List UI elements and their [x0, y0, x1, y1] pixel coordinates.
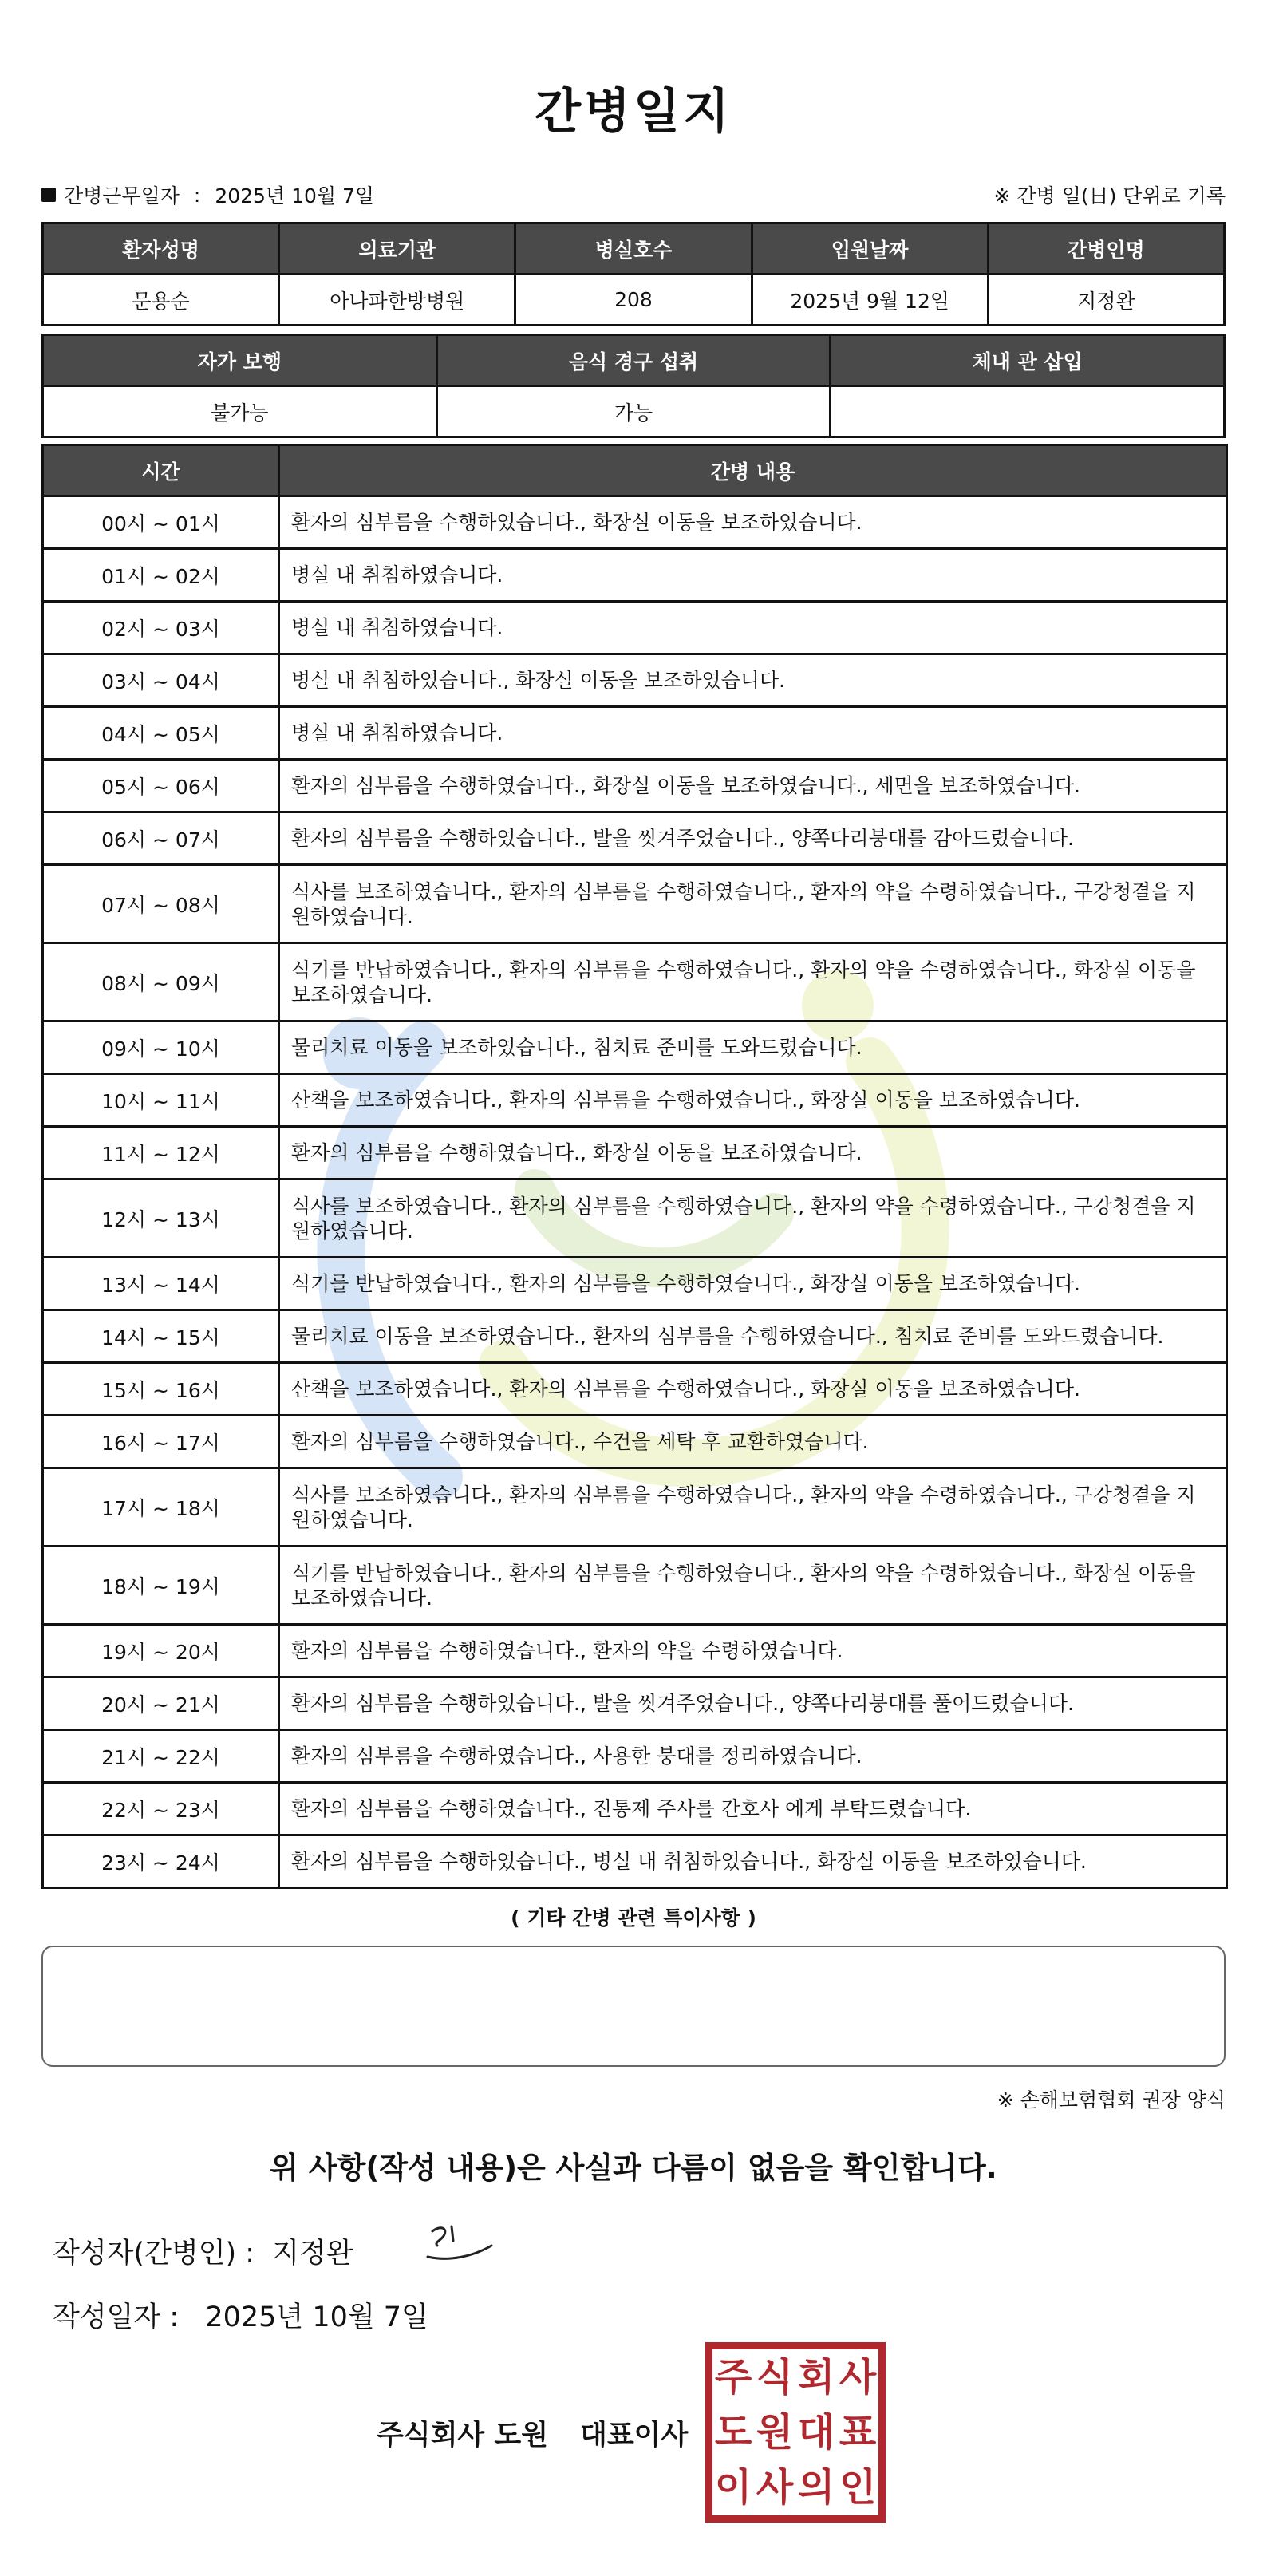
- care-log-content: 환자의 심부름을 수행하였습니다., 사용한 붕대를 정리하였습니다.: [279, 1730, 1227, 1783]
- care-log-time: 09시 ~ 10시: [43, 1021, 279, 1074]
- write-date-label: 작성일자 :: [53, 2301, 180, 2333]
- care-log-row: [43, 1258, 1227, 1310]
- unit-note: ※ 간병 일(日) 단위로 기록: [993, 184, 1226, 207]
- care-log-time: 15시 ~ 16시: [43, 1363, 279, 1416]
- patient-status-table: [41, 334, 1226, 438]
- seal-char: 사: [756, 2465, 794, 2511]
- header-hospital: 의료기관: [279, 223, 515, 275]
- care-log-time: 04시 ~ 05시: [43, 707, 279, 760]
- notes-box: [41, 1946, 1226, 2067]
- room-number: 208: [515, 275, 752, 326]
- care-log-content: 환자의 심부름을 수행하였습니다., 병실 내 취침하였습니다., 화장실 이동을 보조하였습니다.: [279, 1835, 1227, 1888]
- care-log-content: 환자의 심부름을 수행하였습니다., 진통제 주사를 간호사 에게 부탁드렸습니다.: [279, 1783, 1227, 1835]
- care-log-content: 식기를 반납하였습니다., 환자의 심부름을 수행하였습니다., 환자의 약을 수령하였습니다., 화장실 이동을 보조하였습니다.: [279, 943, 1227, 1021]
- header-admission-date: 입원날짜: [752, 223, 988, 275]
- seal-char: 원: [756, 2409, 794, 2455]
- care-log-row: [43, 1783, 1227, 1835]
- page-title: 간병일지: [535, 84, 732, 140]
- care-log-header-row: [43, 445, 1227, 496]
- care-log-content: 병실 내 취침하였습니다.: [279, 549, 1227, 602]
- care-log-row: [43, 865, 1227, 943]
- seal-char: 표: [839, 2409, 877, 2455]
- care-log-content: 병실 내 취침하였습니다.: [279, 707, 1227, 760]
- patient-status-header-row: [43, 335, 1225, 386]
- signature-mark: [416, 2217, 512, 2273]
- care-log-time: 14시 ~ 15시: [43, 1310, 279, 1363]
- care-log-time: 01시 ~ 02시: [43, 549, 279, 602]
- care-log-row: [43, 1547, 1227, 1625]
- patient-status-value-row: [43, 386, 1225, 437]
- care-log-row: [43, 812, 1227, 865]
- care-log-content: 물리치료 이동을 보조하였습니다., 환자의 심부름을 수행하였습니다., 침치료 준비를 도와드렸습니다.: [279, 1310, 1227, 1363]
- care-log-time: 18시 ~ 19시: [43, 1547, 279, 1625]
- company-role: 대표이사: [580, 2420, 689, 2452]
- care-log-time: 16시 ~ 17시: [43, 1416, 279, 1468]
- care-log-time: 00시 ~ 01시: [43, 496, 279, 549]
- seal-char: 사: [839, 2354, 877, 2400]
- care-log-body: [43, 496, 1227, 1888]
- care-log-row: [43, 943, 1227, 1021]
- care-log-content: 환자의 심부름을 수행하였습니다., 환자의 약을 수령하였습니다.: [279, 1625, 1227, 1677]
- oral-intake-value: 가능: [436, 386, 831, 437]
- tube-value: [831, 386, 1225, 437]
- care-log-row: [43, 549, 1227, 602]
- care-log-content: 식사를 보조하였습니다., 환자의 심부름을 수행하였습니다., 환자의 약을 수령하였습니다., 구강청결을 지원하였습니다.: [279, 865, 1227, 943]
- care-log-row: [43, 1416, 1227, 1468]
- seal-char: 이: [714, 2465, 752, 2511]
- care-log-content: 환자의 심부름을 수행하였습니다., 화장실 이동을 보조하였습니다.: [279, 496, 1227, 549]
- header-walking: 자가 보행: [43, 335, 437, 386]
- seal-char: 인: [839, 2465, 877, 2511]
- care-log-row: [43, 1179, 1227, 1258]
- care-log-content: 환자의 심부름을 수행하였습니다., 발을 씻겨주었습니다., 양쪽다리붕대를 풀어드렸습니다.: [279, 1677, 1227, 1730]
- admission-date: 2025년 9월 12일: [752, 275, 988, 326]
- care-log-content: 산책을 보조하였습니다., 환자의 심부름을 수행하였습니다., 화장실 이동을 보조하였습니다.: [279, 1074, 1227, 1127]
- care-log-table: [41, 444, 1228, 1889]
- header-oral-intake: 음식 경구 섭취: [436, 335, 831, 386]
- form-note: ※ 손해보험협회 권장 양식: [997, 2088, 1226, 2112]
- seal-char: 식: [756, 2354, 794, 2400]
- header-care-content: 간병 내용: [279, 445, 1227, 496]
- care-log-time: 07시 ~ 08시: [43, 865, 279, 943]
- writer-label: 작성자(간병인) :: [53, 2238, 255, 2270]
- company-seal: [705, 2342, 886, 2523]
- company-name: 주식회사 도원: [377, 2420, 549, 2452]
- care-log-row: [43, 1074, 1227, 1127]
- work-date-value: 2025년 10월 7일: [215, 184, 375, 207]
- care-log-time: 05시 ~ 06시: [43, 760, 279, 812]
- hospital-name: 아나파한방병원: [279, 275, 515, 326]
- header-patient-name: 환자성명: [43, 223, 279, 275]
- patient-info-value-row: [43, 275, 1225, 326]
- seal-char: 대: [797, 2409, 835, 2455]
- care-log-time: 22시 ~ 23시: [43, 1783, 279, 1835]
- care-log-row: [43, 1835, 1227, 1888]
- header-time: 시간: [43, 445, 279, 496]
- care-log-row: [43, 760, 1227, 812]
- care-log-content: 물리치료 이동을 보조하였습니다., 침치료 준비를 도와드렸습니다.: [279, 1021, 1227, 1074]
- care-log-row: [43, 1730, 1227, 1783]
- care-log-content: 산책을 보조하였습니다., 환자의 심부름을 수행하였습니다., 화장실 이동을 보조하였습니다.: [279, 1363, 1227, 1416]
- care-log-row: [43, 1625, 1227, 1677]
- care-log-content: 환자의 심부름을 수행하였습니다., 발을 씻겨주었습니다., 양쪽다리붕대를 감아드렸습니다.: [279, 812, 1227, 865]
- care-log-content: 식기를 반납하였습니다., 환자의 심부름을 수행하였습니다., 화장실 이동을 보조하였습니다.: [279, 1258, 1227, 1310]
- care-log-content: 환자의 심부름을 수행하였습니다., 화장실 이동을 보조하였습니다.: [279, 1127, 1227, 1179]
- meta-row: [41, 180, 1226, 212]
- work-date-sep: :: [193, 183, 201, 207]
- care-log-time: 20시 ~ 21시: [43, 1677, 279, 1730]
- walking-value: 불가능: [43, 386, 437, 437]
- work-date-label: 간병근무일자: [64, 184, 180, 207]
- care-log-time: 19시 ~ 20시: [43, 1625, 279, 1677]
- care-log-time: 02시 ~ 03시: [43, 602, 279, 654]
- patient-name: 문용순: [43, 275, 279, 326]
- work-date: [41, 180, 374, 209]
- writer-line: [53, 2231, 353, 2271]
- header-tube: 체내 관 삽입: [831, 335, 1225, 386]
- care-log-content: 병실 내 취침하였습니다., 화장실 이동을 보조하였습니다.: [279, 654, 1227, 707]
- seal-char: 도: [714, 2409, 752, 2455]
- care-log-content: 식사를 보조하였습니다., 환자의 심부름을 수행하였습니다., 환자의 약을 수령하였습니다., 구강청결을 지원하였습니다.: [279, 1179, 1227, 1258]
- care-log-time: 10시 ~ 11시: [43, 1074, 279, 1127]
- seal-grid: [712, 2349, 878, 2515]
- care-log-row: [43, 1127, 1227, 1179]
- care-log-content: 식기를 반납하였습니다., 환자의 심부름을 수행하였습니다., 환자의 약을 수령하였습니다., 화장실 이동을 보조하였습니다.: [279, 1547, 1227, 1625]
- care-log-row: [43, 1363, 1227, 1416]
- care-log-time: 03시 ~ 04시: [43, 654, 279, 707]
- care-log-row: [43, 1677, 1227, 1730]
- square-bullet-icon: [41, 188, 56, 202]
- care-log-row: [43, 707, 1227, 760]
- confirmation-statement: 위 사항(작성 내용)은 사실과 다름이 없음을 확인합니다.: [270, 2151, 997, 2185]
- header-room: 병실호수: [515, 223, 752, 275]
- care-log-row: [43, 654, 1227, 707]
- care-log-time: 23시 ~ 24시: [43, 1835, 279, 1888]
- seal-char: 회: [797, 2354, 835, 2400]
- care-log-content: 병실 내 취침하였습니다.: [279, 602, 1227, 654]
- care-log-time: 13시 ~ 14시: [43, 1258, 279, 1310]
- notes-title: ( 기타 간병 관련 특이사항 ): [511, 1906, 756, 1930]
- caregiver-name: 지정완: [988, 275, 1224, 326]
- care-log-time: 17시 ~ 18시: [43, 1468, 279, 1547]
- care-log-row: [43, 1021, 1227, 1074]
- care-log-content: 식사를 보조하였습니다., 환자의 심부름을 수행하였습니다., 환자의 약을 수령하였습니다., 구강청결을 지원하였습니다.: [279, 1468, 1227, 1547]
- writer-name: 지정완: [272, 2238, 353, 2270]
- patient-info-table: [41, 222, 1226, 326]
- care-log-time: 06시 ~ 07시: [43, 812, 279, 865]
- care-log-time: 08시 ~ 09시: [43, 943, 279, 1021]
- care-log-time: 12시 ~ 13시: [43, 1179, 279, 1258]
- care-log-time: 21시 ~ 22시: [43, 1730, 279, 1783]
- seal-char: 주: [714, 2354, 752, 2400]
- write-date-line: [53, 2295, 428, 2335]
- care-log-row: [43, 602, 1227, 654]
- care-log-row: [43, 1468, 1227, 1547]
- care-log-content: 환자의 심부름을 수행하였습니다., 화장실 이동을 보조하였습니다., 세면을 보조하였습니다.: [279, 760, 1227, 812]
- company-line: [377, 2413, 688, 2453]
- care-log-content: 환자의 심부름을 수행하였습니다., 수건을 세탁 후 교환하였습니다.: [279, 1416, 1227, 1468]
- care-log-row: [43, 496, 1227, 549]
- header-caregiver: 간병인명: [988, 223, 1224, 275]
- patient-info-header-row: [43, 223, 1225, 275]
- seal-char: 의: [797, 2465, 835, 2511]
- care-log-row: [43, 1310, 1227, 1363]
- care-log-time: 11시 ~ 12시: [43, 1127, 279, 1179]
- write-date-value: 2025년 10월 7일: [205, 2301, 428, 2333]
